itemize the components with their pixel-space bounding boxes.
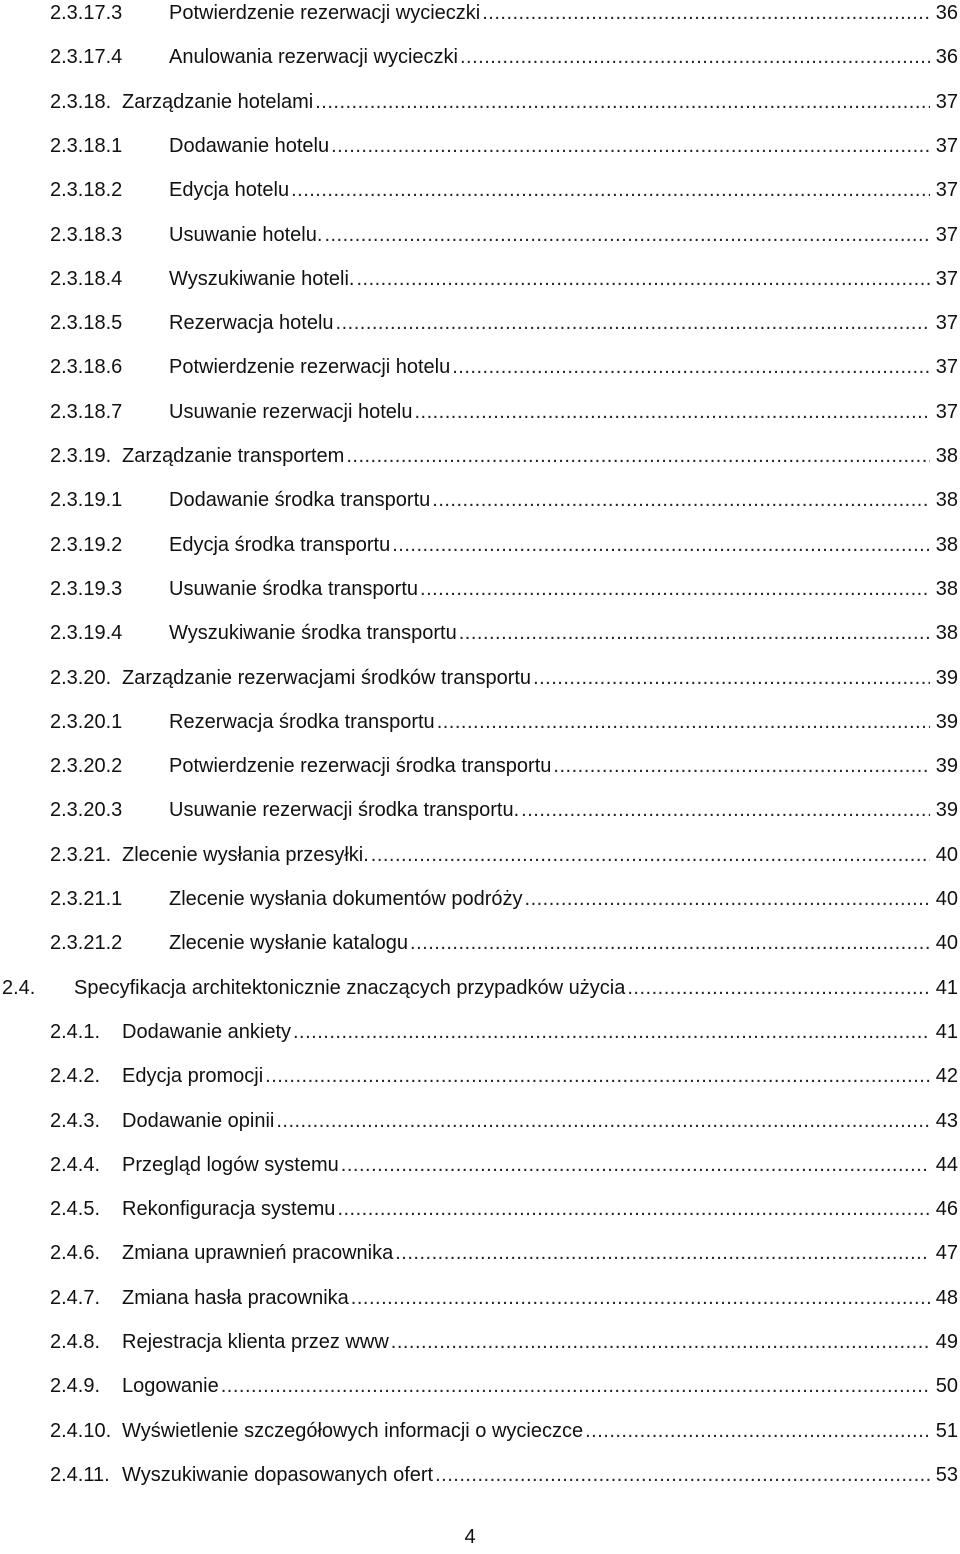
toc-entry[interactable] [0,795,960,825]
toc-entry-title-line [169,131,930,161]
toc-entry-title: Potwierdzenie rezerwacji środka transportu [169,755,552,778]
toc-entry-title-line [169,397,930,427]
toc-entry-page: 39 [935,666,958,689]
toc-entry[interactable] [0,707,960,737]
toc-entry-title-line [169,795,930,825]
toc-entry-page: 43 [935,1109,958,1132]
toc-entry[interactable] [0,618,960,648]
toc-entry-title: Zmiana uprawnień pracownika [122,1242,394,1265]
toc-entry-number: 2.3.20. [50,666,112,689]
page-number: 4 [464,1526,476,1548]
toc-entry-number: 2.3.18.7 [50,400,123,423]
toc-entry[interactable] [0,884,960,914]
toc-entry-title-line [169,42,930,72]
toc-entry-page: 37 [935,90,958,113]
dot-leader [331,131,930,161]
dot-leader [337,1194,930,1224]
toc-entry[interactable] [0,574,960,604]
toc-entry-number: 2.3.21.1 [50,888,123,910]
toc-entry[interactable] [0,1416,960,1446]
toc-entry[interactable] [0,1238,960,1268]
dot-leader [276,1106,930,1136]
dot-leader [391,1327,930,1357]
toc-entry[interactable] [0,1194,960,1224]
toc-entry-number: 2.3.19.2 [50,533,123,556]
toc-entry[interactable] [0,397,960,427]
toc-entry-page: 40 [935,843,958,866]
toc-entry-title-line [122,1371,930,1401]
toc-entry-title: Zlecenie wysłania przesyłki. [122,843,369,866]
toc-entry-page: 38 [935,577,958,600]
toc-entry[interactable] [0,663,960,693]
toc-entry-title: Zarządzanie hotelami [122,90,314,113]
toc-entry[interactable] [0,840,960,870]
toc-entry-page: 37 [935,267,958,290]
toc-entry-number: 2.3.18. [50,90,112,113]
toc-entry-page: 49 [935,1331,958,1353]
toc-entry-title-line [122,1194,930,1224]
toc-entry-page: 37 [935,223,958,246]
toc-entry-title-line [122,1150,930,1180]
toc-entry[interactable] [0,1327,960,1357]
toc-entry-number: 2.3.17.3 [50,2,123,24]
toc-entry-title-line [74,973,930,1003]
dot-leader [351,1283,930,1313]
toc-entry-page: 40 [935,888,958,910]
toc-entry-page: 39 [935,755,958,778]
toc-entry-page: 39 [935,710,958,733]
dot-leader [293,1017,930,1047]
toc-entry-title-line [169,574,930,604]
toc-entry-number: 2.3.21.2 [50,932,123,955]
toc-entry-title: Wyświetlenie szczegółowych informacji o wycieczce [122,1419,584,1442]
toc-entry-page: 36 [935,2,958,24]
toc-entry-page: 48 [935,1286,958,1309]
toc-entry-title-line [169,175,930,205]
toc-entry-number: 2.3.19.4 [50,622,123,645]
toc-entry-title: Dodawanie opinii [122,1109,275,1132]
toc-entry-number: 2.3.18.4 [50,267,123,290]
toc-entry-title: Rejestracja klienta przez www [122,1331,389,1353]
toc-entry-number: 2.4.11. [50,1463,110,1486]
toc-entry-page: 44 [935,1153,958,1176]
toc-entry-number: 2.3.20.1 [50,710,123,733]
dot-leader [371,840,930,870]
toc-entry-number: 2.3.19.3 [50,577,123,600]
toc-entry[interactable] [0,175,960,205]
toc-entry-page: 51 [935,1419,958,1442]
dot-leader [356,264,930,294]
dot-leader [410,928,930,958]
toc-entry-title-line [169,884,930,914]
toc-entry-title: Rezerwacja środka transportu [169,710,435,733]
toc-entry-title-line [169,264,930,294]
dot-leader [265,1061,930,1091]
dot-leader [437,707,930,737]
toc-entry-number: 2.3.19.1 [50,489,123,512]
toc-entry-number: 2.3.20.2 [50,755,123,778]
toc-entry[interactable] [0,1106,960,1136]
dot-leader [336,308,930,338]
dot-leader [324,220,930,250]
toc-entry-number: 2.4.10. [50,1419,112,1442]
dot-leader [553,751,930,781]
toc-entry-page: 41 [935,1020,958,1043]
dot-leader [420,574,930,604]
toc-entry-page: 38 [935,489,958,512]
toc-entry[interactable] [0,928,960,958]
toc-entry-number: 2.3.21. [50,843,112,866]
toc-entry-page: 38 [935,445,958,467]
toc-entry[interactable] [0,1371,960,1401]
toc-entry[interactable] [0,87,960,117]
toc-entry[interactable] [0,308,960,338]
toc-entry-number: 2.4.8. [50,1331,101,1353]
toc-entry-number: 2.3.19. [50,445,112,467]
toc-entry[interactable] [0,131,960,161]
toc-entry-title-line [169,928,930,958]
dot-leader [460,42,930,72]
toc-entry[interactable] [0,485,960,515]
toc-entry-title: Dodawanie środka transportu [169,489,431,512]
toc-entry-title-line [169,0,930,28]
toc-entry-title-line [122,1283,930,1313]
toc-entry-title-line [169,530,930,560]
toc-entry-title-line [169,485,930,515]
toc-entry-title-line [122,1238,930,1268]
toc-entry-number: 2.4.1. [50,1020,101,1043]
toc-entry-title-line [169,618,930,648]
toc-entry-title: Wyszukiwanie hoteli. [169,267,355,290]
dot-leader [525,884,930,914]
toc-entry-title: Potwierdzenie rezerwacji wycieczki [169,2,481,24]
toc-entry-title: Usuwanie środka transportu [169,577,419,600]
toc-entry-title-line [122,1416,930,1446]
toc-entry-title: Rekonfiguracja systemu [122,1198,336,1221]
toc-entry-title: Anulowania rezerwacji wycieczki [169,46,458,69]
toc-entry-title-line [122,1061,930,1091]
toc-entry-number: 2.4.3. [50,1109,101,1132]
toc-entry-page: 41 [935,976,958,999]
toc-entry-number: 2.4.9. [50,1375,101,1398]
toc-entry-title: Usuwanie hotelu. [169,223,323,246]
toc-entry-title: Przegląd logów systemu [122,1153,339,1176]
toc-entry-title-line [122,87,930,117]
toc-entry-number: 2.3.18.2 [50,179,123,202]
toc-entry-title: Zmiana hasła pracownika [122,1286,349,1309]
toc-entry[interactable] [0,751,960,781]
toc-entry[interactable] [0,352,960,382]
toc-entry-page: 37 [935,312,958,335]
toc-entry-title: Zarządzanie rezerwacjami środków transportu [122,666,532,689]
toc-entry-title-line [169,751,930,781]
toc-entry-number: 2.4. [2,976,36,999]
toc-entry-page: 37 [935,134,958,157]
dot-leader [395,1238,930,1268]
toc-entry[interactable] [0,441,960,471]
toc-entry-title-line [169,308,930,338]
toc-entry-title-line [122,1460,930,1490]
toc-entry[interactable] [0,1283,960,1313]
toc-entry-title: Edycja środka transportu [169,533,391,556]
dot-leader [533,663,930,693]
toc-entry-title: Zarządzanie transportem [122,445,345,467]
toc-entry-title: Potwierdzenie rezerwacji hotelu [169,356,451,379]
toc-entry-page: 47 [935,1242,958,1265]
toc-entry-number: 2.4.4. [50,1153,101,1176]
toc-entry-number: 2.4.6. [50,1242,101,1265]
toc-entry-page: 38 [935,533,958,556]
toc-entry-page: 38 [935,622,958,645]
toc-entry-title-line [122,663,930,693]
toc-entry-title-line [122,441,930,471]
toc-entry-title: Wyszukiwanie środka transportu [169,622,457,645]
toc-entry-number: 2.4.7. [50,1286,101,1309]
dot-leader [585,1416,930,1446]
toc-entry-title-line [169,220,930,250]
dot-leader [291,175,930,205]
toc-entry-title-line [169,352,930,382]
toc-entry-number: 2.3.18.6 [50,356,123,379]
toc-entry-page: 37 [935,400,958,423]
dot-leader [221,1371,930,1401]
dot-leader [435,1460,930,1490]
dot-leader [346,441,930,471]
toc-entry-title: Usuwanie rezerwacji hotelu [169,400,413,423]
toc-entry-title: Rezerwacja hotelu [169,312,334,335]
toc-entry-title-line [122,1327,930,1357]
dot-leader [392,530,930,560]
toc-entry-page: 53 [935,1463,958,1486]
dot-leader [482,0,930,28]
toc-entry-title: Logowanie [122,1375,219,1398]
toc-entry-page: 36 [935,46,958,69]
dot-leader [627,973,930,1003]
toc-entry-page: 46 [935,1198,958,1221]
toc-entry-number: 2.4.5. [50,1198,101,1221]
toc-entry-number: 2.3.17.4 [50,46,123,69]
toc-entry-page: 39 [935,799,958,822]
toc-entry-page: 37 [935,179,958,202]
toc-entry[interactable] [0,264,960,294]
dot-leader [341,1150,930,1180]
toc-entry-title: Dodawanie hotelu [169,134,330,157]
toc-entry[interactable] [0,530,960,560]
toc-entry-title-line [122,1017,930,1047]
toc-entry-page: 37 [935,356,958,379]
toc-entry-title: Wyszukiwanie dopasowanych ofert [122,1463,434,1486]
toc-entry[interactable] [0,1017,960,1047]
toc-entry-number: 2.3.20.3 [50,799,123,822]
toc-entry-title-line [122,1106,930,1136]
dot-leader [452,352,930,382]
toc-entry[interactable] [0,42,960,72]
toc-entry[interactable] [0,220,960,250]
toc-entry[interactable] [0,0,960,28]
toc-entry-title-line [122,840,930,870]
toc-entry-number: 2.4.2. [50,1065,101,1088]
dot-leader [432,485,930,515]
toc-entry-page: 42 [935,1065,958,1088]
toc-entry[interactable] [0,973,960,1003]
toc-entry-number: 2.3.18.5 [50,312,123,335]
toc-entry-page: 40 [935,932,958,955]
dot-leader [315,87,930,117]
toc-entry[interactable] [0,1460,960,1490]
toc-entry-title: Specyfikacja architektonicznie znaczących przypadków użycia [74,976,626,999]
toc-entry-title: Zlecenie wysłania dokumentów podróży [169,888,523,910]
toc-entry-number: 2.3.18.3 [50,223,123,246]
toc-entry-title: Dodawanie ankiety [122,1020,291,1043]
toc-entry[interactable] [0,1061,960,1091]
toc-entry-title: Zlecenie wysłanie katalogu [169,932,409,955]
toc-entry-title: Usuwanie rezerwacji środka transportu. [169,799,520,822]
toc-entry-title: Edycja promocji [122,1065,264,1088]
toc-entry-title-line [169,707,930,737]
toc-entry-number: 2.3.18.1 [50,134,123,157]
dot-leader [521,795,930,825]
toc-entry-page: 50 [935,1375,958,1398]
dot-leader [459,618,930,648]
toc-entry[interactable] [0,1150,960,1180]
toc-entry-title: Edycja hotelu [169,179,290,202]
dot-leader [414,397,930,427]
